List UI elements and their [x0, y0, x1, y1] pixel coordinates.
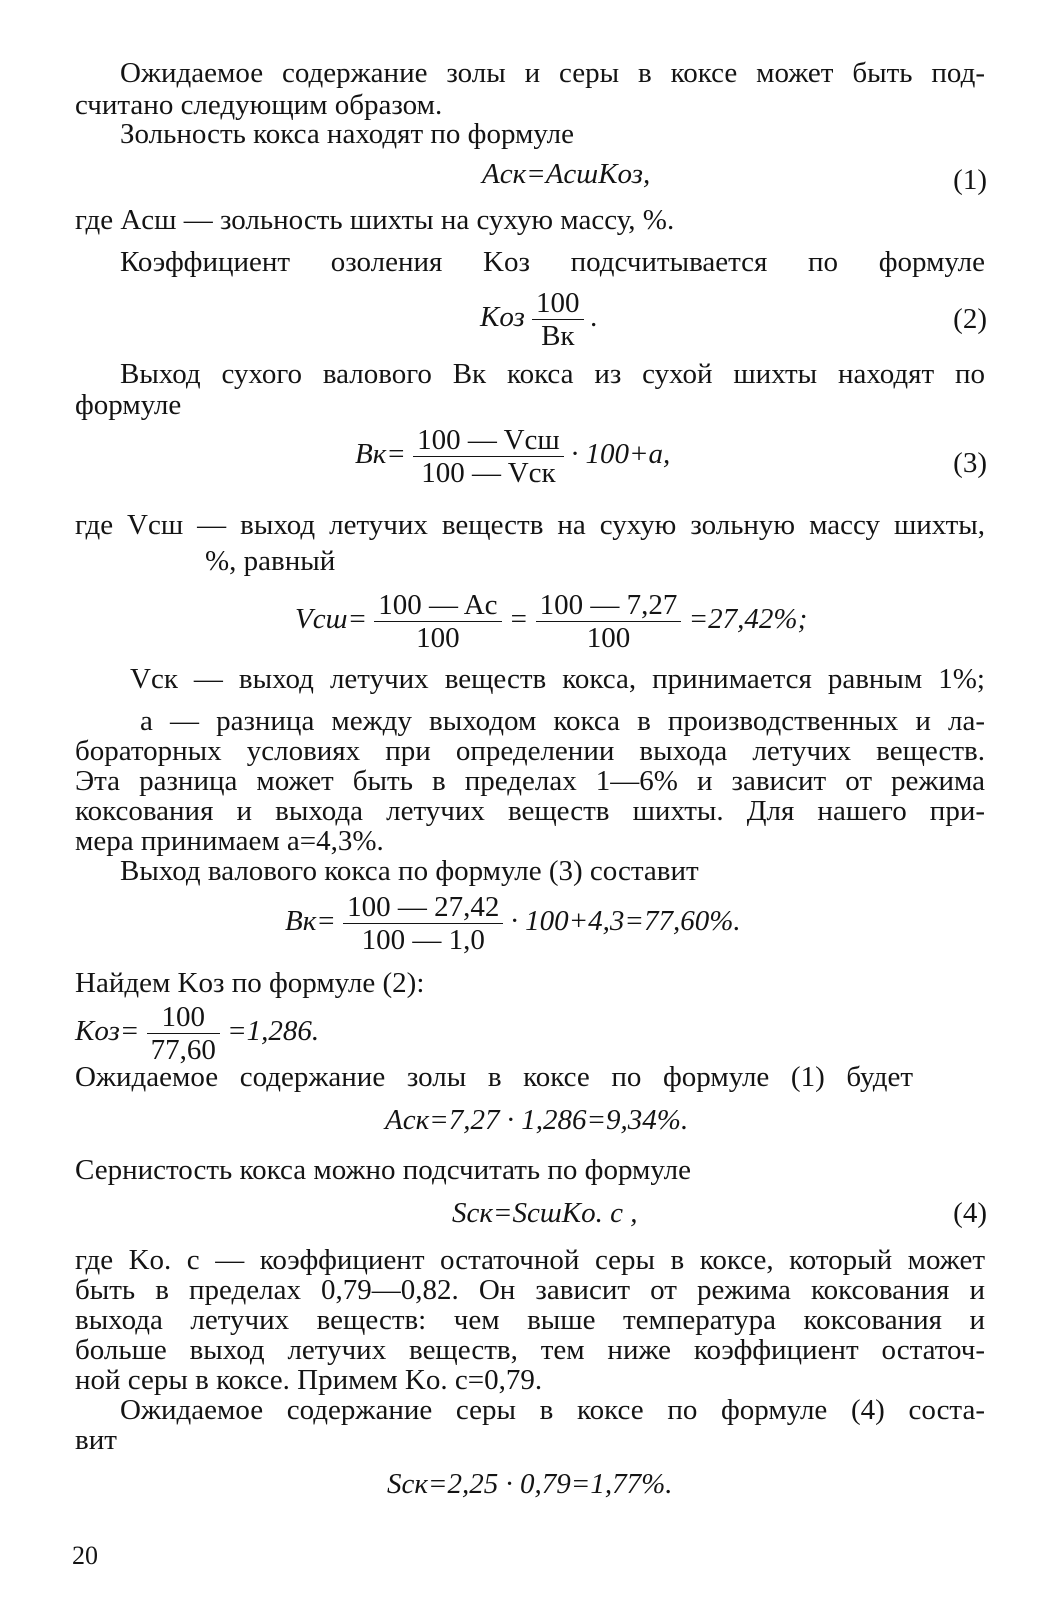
text-line: Эта разница может быть в пределах 1—6% и зависит от режима: [75, 765, 985, 797]
eq-k-left: Kоз=: [75, 1015, 140, 1048]
fraction: [374, 589, 501, 654]
equation-v-shikhty: [295, 589, 807, 654]
text-line: Найдем Kоз по формуле (2):: [75, 967, 425, 999]
text-line: бораторных условиях при определении выхода летучих веществ.: [75, 735, 985, 767]
equation-s-result: Sск=2,25 · 0,79=1,77%.: [387, 1468, 673, 1500]
text-line: Выход сухого валового Bк кокса из сухой шихты находят по: [120, 358, 985, 390]
text-line: ной серы в коксе. Примем Kо. с=0,79.: [75, 1364, 543, 1396]
equation-number: (2): [953, 303, 987, 335]
numerator: 100 — 7,27: [536, 589, 682, 622]
fraction: [536, 589, 682, 654]
denominator: 77,60: [150, 1034, 216, 1066]
eq3-left: Bк=: [355, 438, 406, 471]
text-line: выхода летучих веществ: чем выше температура коксования и: [75, 1304, 985, 1336]
text-line: Ожидаемое содержание золы и серы в коксе может быть под-: [120, 57, 985, 89]
equation-a-result: Aск=7,27 · 1,286=9,34%.: [385, 1104, 689, 1136]
equation-number: (3): [953, 447, 987, 479]
numerator: 100: [532, 287, 584, 320]
numerator: 100 — Aс: [374, 589, 501, 622]
equation-number: (4): [953, 1197, 987, 1229]
text-line: Ожидаемое содержание золы в коксе по формуле (1) будет: [75, 1061, 913, 1093]
equation-number: (1): [953, 164, 987, 196]
numerator: 100 — Vсш: [413, 424, 564, 457]
equation-3: [355, 424, 670, 489]
fraction: [147, 1001, 220, 1066]
eq3-tail: · 100+a,: [570, 438, 671, 471]
text-line: Зольность кокса находят по формуле: [120, 118, 574, 150]
text-line: коксования и выхода летучих веществ шихты. Для нашего при-: [75, 795, 985, 827]
equation-1: Aск=AсшKоз,: [482, 158, 651, 190]
text-line: где Aсш — зольность шихты на сухую массу, %.: [75, 204, 675, 236]
equation-k-result: [75, 1001, 319, 1066]
eq2-left: Kоз: [480, 301, 525, 334]
denominator: 100 — Vск: [421, 457, 556, 489]
text-line: Vск — выход летучих веществ кокса, принимается равным 1%;: [130, 663, 985, 695]
eq2-tail: .: [590, 301, 599, 334]
equation-b-result: [285, 891, 741, 956]
numerator: 100 — 27,42: [343, 891, 503, 924]
denominator: 100 — 1,0: [361, 924, 485, 956]
eq-b-left: Bк=: [285, 905, 336, 938]
eq-v-tail: =27,42%;: [688, 603, 808, 636]
text-line: Выход валового кокса по формуле (3) составит: [120, 855, 699, 887]
text-line: мера принимаем a=4,3%.: [75, 825, 384, 857]
eq-b-tail: · 100+4,3=77,60%.: [510, 905, 741, 938]
numerator: 100: [147, 1001, 220, 1034]
page-number: 20: [72, 1541, 98, 1570]
text-line: Ожидаемое содержание серы в коксе по формуле (4) соста-: [120, 1394, 985, 1426]
equation-4: Sск=SсшKо. с ,: [452, 1197, 638, 1229]
denominator: Bк: [541, 320, 575, 352]
text-line: быть в пределах 0,79—0,82. Он зависит от режима коксования и: [75, 1274, 985, 1306]
fraction: [413, 424, 564, 489]
eq-v-mid: =: [508, 603, 529, 636]
eq-k-tail: =1,286.: [227, 1015, 320, 1048]
text-line: формуле: [75, 389, 182, 421]
text-line: где Kо. с — коэффициент остаточной серы в коксе, который может: [75, 1244, 985, 1276]
denominator: 100: [586, 622, 631, 654]
text-line: Коэффициент озоления Kоз подсчитывается по формуле: [120, 246, 985, 278]
text-line: считано следующим образом.: [75, 89, 443, 121]
text-line: больше выход летучих веществ, тем ниже коэффициент остаточ-: [75, 1334, 985, 1366]
text-line: где Vсш — выход летучих веществ на сухую зольную массу шихты,: [75, 509, 985, 541]
fraction: [532, 287, 584, 352]
text-line: %, равный: [205, 545, 336, 577]
text-line: a — разница между выходом кокса в производственных и ла-: [140, 705, 985, 737]
text-line: вит: [75, 1424, 117, 1456]
fraction: [343, 891, 503, 956]
eq-v-left: Vсш=: [295, 603, 368, 636]
denominator: 100: [416, 622, 460, 654]
text-line: Сернистость кокса можно подсчитать по формуле: [75, 1154, 691, 1186]
equation-2: [480, 287, 598, 352]
